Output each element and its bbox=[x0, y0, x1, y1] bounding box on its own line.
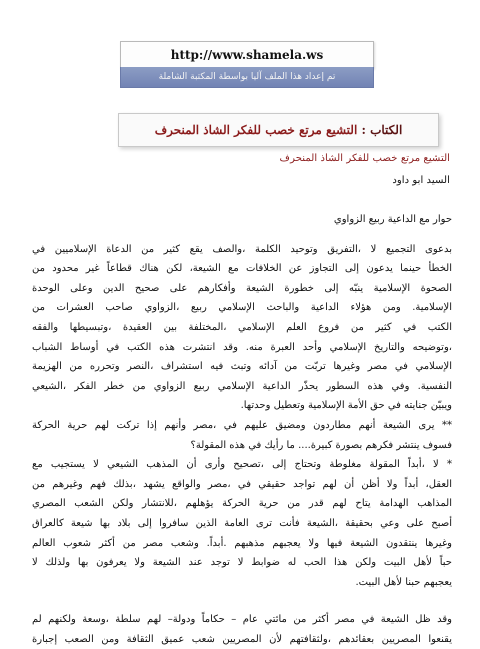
body-line: الخطأ حينما يدعون إلى التجاوز عن الخلافات مع الشيعة، لكن هناك قطاعاً غير محدود من bbox=[32, 263, 452, 275]
body-line: الكتب في كثير من فروع العلم الإسلامي ،المختلفة بين العقيدة ،وتبسيطها والفقه bbox=[32, 321, 452, 333]
body-line: ،وتوضيحه والتاريخ الإسلامي وأحد العبرة منه. وقد انتشرت هذه الكتب في أوساط الشباب bbox=[32, 341, 452, 353]
body-line: الإسلامية. ومن هؤلاء الداعية والباحث الإسلامي ربيع ،الزواوي صاحب العشرات من bbox=[32, 302, 452, 314]
article-body bbox=[32, 210, 452, 649]
book-subtitle: التشيع مرتع خصب للفكر الشاذ المنحرف bbox=[279, 153, 450, 164]
body-line: أصبح على وعي بحقيقة ،الشيعة فأنت ترى العامة الذين سافروا إلى بلاد بها شيعة كالعراق bbox=[32, 517, 452, 529]
body-line: يعجبهم حبنا لأهل البيت. bbox=[355, 576, 452, 588]
body-line: المذاهب الهدامة يتاح لهم قدر من حرية الحركة يؤهلهم ،للانتشار ولكن الشعب المصري bbox=[32, 498, 452, 510]
book-title-label: الكتاب : bbox=[361, 123, 403, 137]
body-line: * لا ،أبداً المقولة مغلوطة وتحتاج إلى ،تصحيح وأرى أن المذهب الشيعي لا يستجيب مع bbox=[32, 459, 452, 471]
book-author: السيد أبو داود bbox=[392, 175, 450, 186]
generated-banner: تم إعداد هذا الملف آليا بواسطة المكتبة الشاملة bbox=[120, 67, 374, 88]
body-line: وقد ظل الشيعة في مصر أكثر من مائتي عام – حكاماً ودولة– لهم سلطة ،وسعة ولكنهم لم bbox=[32, 614, 452, 626]
body-line: حوار مع الداعية ربيع الزواوي bbox=[333, 214, 452, 225]
body-line: فسوف ينتشر فكرهم بصورة كبيرة.... ما رأيك في هذه المقولة؟ bbox=[190, 439, 452, 451]
site-url[interactable]: http://www.shamela.ws bbox=[120, 41, 374, 69]
body-line: يقنعوا المصريين بعقائدهم ،ولثقافتهم لأن المصريين شعب عميق الثقافة ومن الصعب إجبارة bbox=[32, 633, 452, 645]
body-line: وغيرها ينتقدون الشيعة فيها ولا يعجبهم مذهبهم .أبداً. وشعب مصر من أكثر شعوب العالم bbox=[32, 537, 452, 549]
body-line: حباً لأهل البيت ولكن هذا الحب له ضوابط لا توجد عند الشيعة ولا يعرفون بها ولذلك لا bbox=[32, 557, 452, 569]
body-line: الصحوة الإسلامية ينبّه إلى خطورة الشيعة وأفكارهم على صحيح الدين وعلى الوحدة bbox=[32, 282, 452, 294]
book-title: التشيع مرتع خصب للفكر الشاذ المنحرف bbox=[154, 123, 358, 137]
body-line: ** يرى الشيعة أنهم مطاردون ومضيق عليهم في ،مصر وأنهم إذا تركت لهم حرية الحركة bbox=[32, 419, 452, 431]
body-line: بدعوى التجميع لا ،التفريق وتوحيد الكلمة ،والصف يقع كثير من الدعاة الإسلاميين في bbox=[32, 243, 452, 255]
body-line: ويبيّن جنايته في حق الأمة الإسلامية وتعطيل وحدتها. bbox=[240, 400, 452, 412]
body-line: الإسلامي في مصر وغيرها تربّت من آدائه وتبث فيه استشراف ،النصر وتحرره من الهزيمة bbox=[32, 361, 452, 373]
body-line: العقل، أبداً ولا أظن أن لهم تواجد حقيقي في ،مصر والواقع يشهد ،بذلك فهم وغيرهم من bbox=[32, 478, 452, 490]
book-title-box bbox=[118, 113, 439, 147]
body-line: النفسية. وفي هذه السطور يحذّر الداعية الإسلامي ربيع الزواوي من خطر الفكر ،الشيعي bbox=[32, 380, 452, 392]
